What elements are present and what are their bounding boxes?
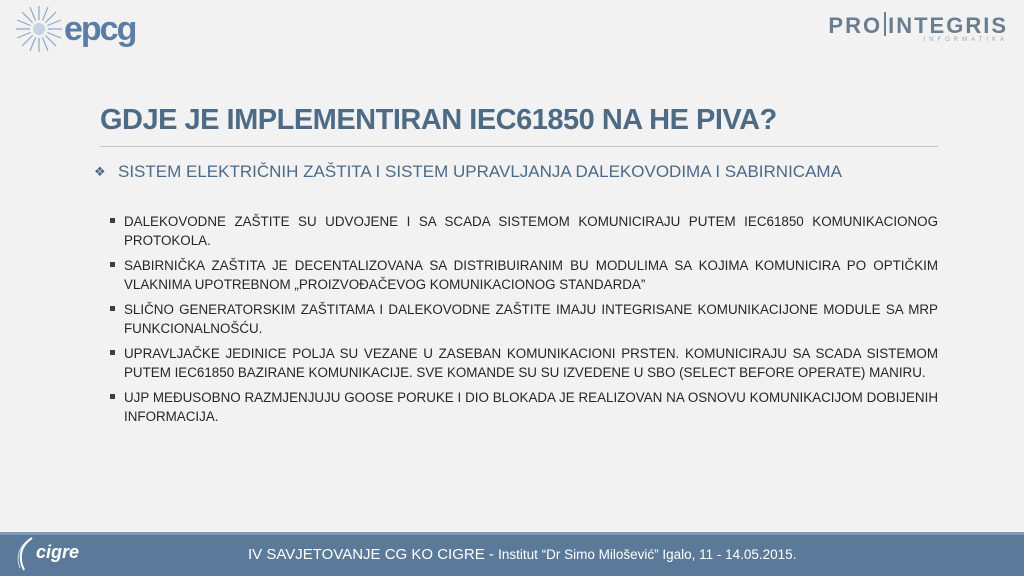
- cigre-logo: [14, 536, 94, 574]
- bullet-item: [108, 300, 938, 338]
- section-heading: [94, 162, 944, 182]
- epcg-wordmark: epcg: [64, 10, 136, 48]
- footer-bar: [0, 532, 1024, 576]
- square-bullet-icon: [110, 306, 115, 311]
- prointegris-brand-a: PRO: [828, 13, 883, 38]
- cigre-swoosh-icon: [14, 536, 36, 572]
- bullet-item: [108, 344, 938, 382]
- footer-detail: Institut “Dr Simo Milošević” Igalo, 11 - 14.05.2015.: [498, 547, 797, 562]
- prointegris-tagline: INFORMATIKA: [923, 37, 1008, 43]
- prointegris-logo: [828, 12, 1008, 48]
- sunburst-icon: [14, 4, 64, 54]
- title-divider: [100, 146, 938, 147]
- square-bullet-icon: [110, 218, 115, 223]
- epcg-logo: [14, 4, 134, 54]
- footer-main: IV SAVJETOVANJE CG KO CIGRE -: [248, 546, 499, 563]
- square-bullet-icon: [110, 394, 115, 399]
- bullet-text: DALEKOVODNE ZAŠTITE SU UDVOJENE I SA SCADA SISTEMOM KOMUNICIRAJU PUTEM IEC61850 KOMUNIKACIONOG PROTOKOLA.: [124, 214, 938, 248]
- bullet-item: [108, 212, 938, 250]
- bullet-list: [108, 212, 938, 432]
- bullet-text: UPRAVLJAČKE JEDINICE POLJA SU VEZANE U ZASEBAN KOMUNIKACIONI PRSTEN. KOMUNICIRAJU SA SCADA SISTEMOM PUTEM IEC61850 BAZIRANE KOMUNIKACIJE. SVE KOMANDE SU SU IZVEDENE U SBO (SELECT BEFORE OPERATE) MANIRU.: [124, 346, 938, 380]
- slide-title: GDJE JE IMPLEMENTIRAN IEC61850 NA HE PIVA?: [100, 104, 777, 136]
- bullet-text: UJP MEĐUSOBNO RAZMJENJUJU GOOSE PORUKE I DIO BLOKADA JE REALIZOVAN NA OSNOVU KOMUNIKACIJOM DOBIJENIH INFORMACIJA.: [124, 390, 938, 424]
- bullet-item: [108, 256, 938, 294]
- diamond-bullet-icon: ❖: [94, 164, 106, 179]
- section-heading-text: SISTEM ELEKTRIČNIH ZAŠTITA I SISTEM UPRAVLJANJA DALEKOVODIMA I SABIRNICAMA: [118, 162, 842, 181]
- bullet-item: [108, 388, 938, 426]
- cigre-wordmark: cigre: [36, 542, 80, 562]
- footer-text: [248, 546, 796, 563]
- bullet-text: SLIČNO GENERATORSKIM ZAŠTITAMA I DALEKOVODNE ZAŠTITE IMAJU INTEGRISANE KOMUNIKACIJONE MODULE SA MRP FUNKCIONALNOŠĆU.: [124, 302, 938, 336]
- square-bullet-icon: [110, 262, 115, 267]
- square-bullet-icon: [110, 350, 115, 355]
- footer-stripe: [0, 532, 1024, 535]
- prointegris-divider: [884, 12, 886, 36]
- bullet-text: SABIRNIČKA ZAŠTITA JE DECENTALIZOVANA SA DISTRIBUIRANIM BU MODULIMA SA KOJIMA KOMUNICIRA PO OPTIČKIM VLAKNIMA UPOTREBNOM „PROIZVOĐAČEVOG KOMUNIKACIONOG STANDARDA”: [124, 258, 938, 292]
- prointegris-brand-b: INTEGRIS: [888, 13, 1008, 38]
